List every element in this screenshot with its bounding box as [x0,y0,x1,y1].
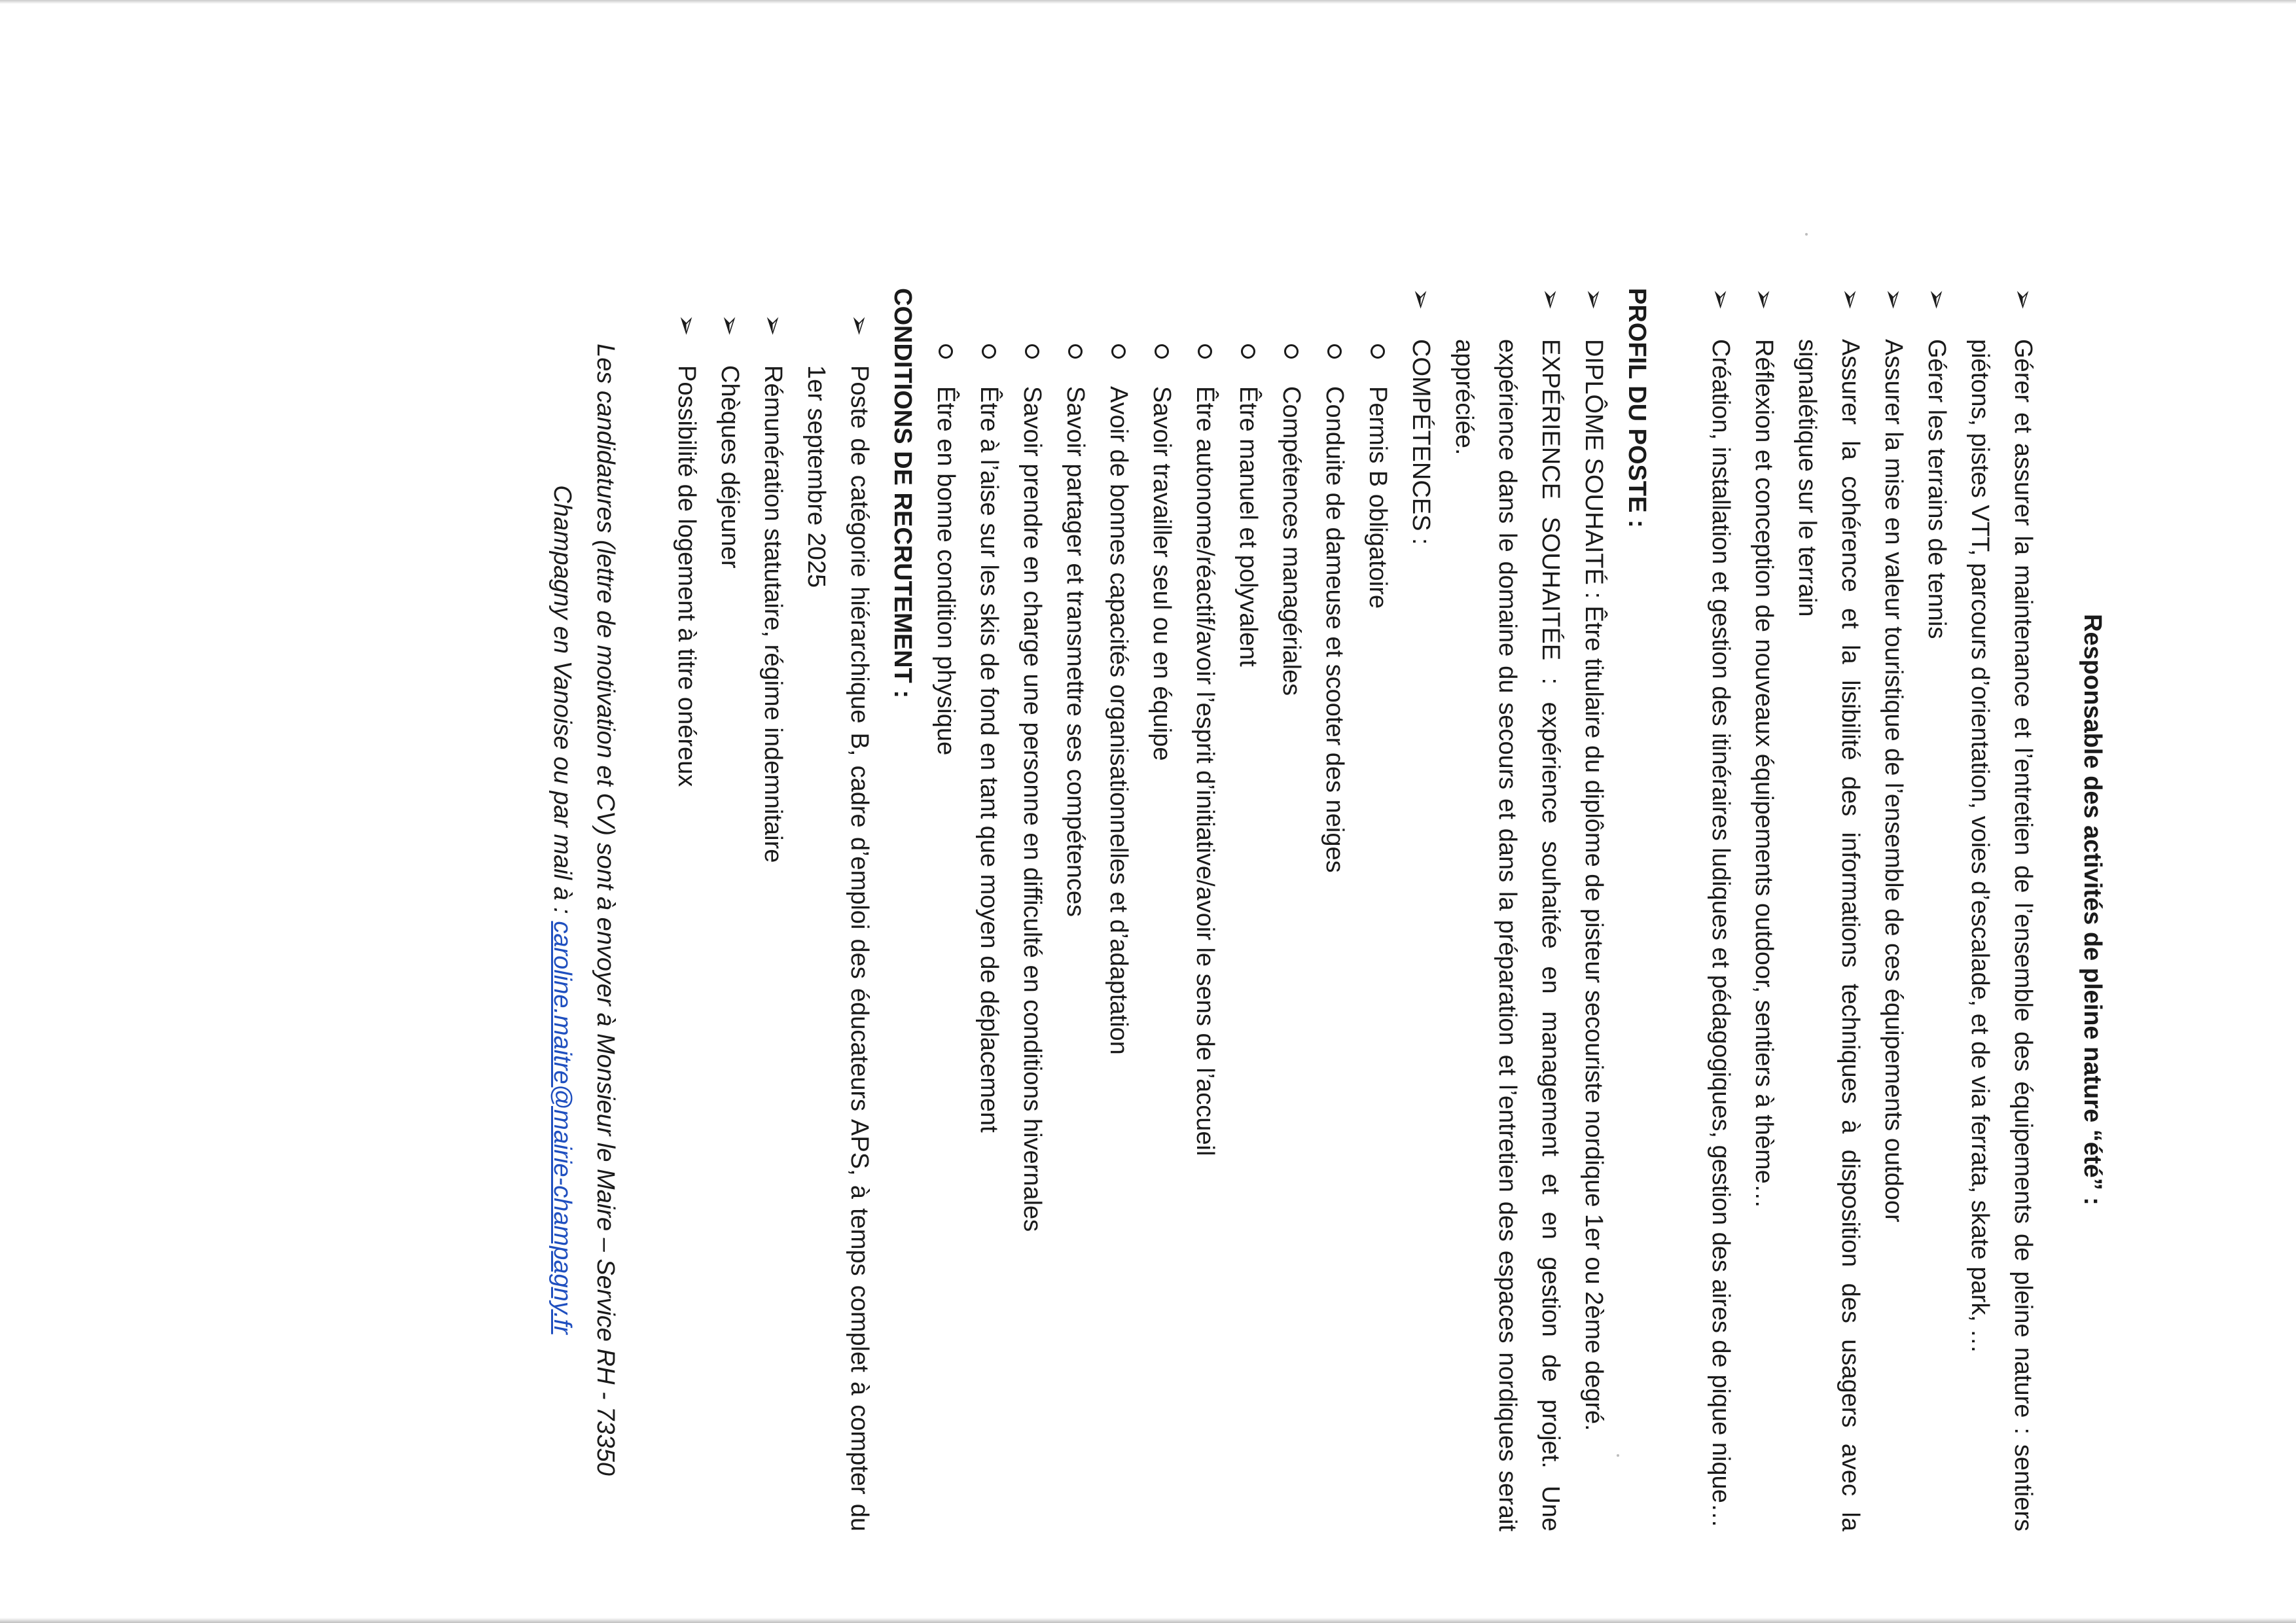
missions-item-text: Gérer et assurer la maintenance et l’entretien de l’ensemble des équipements de pleine nature : sentiers piétons, pistes VTT, parcours d’orientation, voies d’escalade, et de via ferrata, skate park, … [1966,339,2037,1531]
conditions-list [665,288,881,1531]
conditions-title: CONDITIONS DE RECRUTEMENT : [889,288,916,698]
competence-text: Être manuel et polyvalent [1234,386,1262,667]
arrow-bullet-icon: ➢ [1579,288,1608,310]
circle-bullet-icon [1241,344,1255,359]
scan-edge-bottom [0,1618,2296,1623]
missions-item [1785,288,1872,1531]
competence-text: Être à l’aise sur les skis de fond en tant que moyen de déplacement [975,386,1003,1133]
arrow-bullet-icon: ➢ [1407,288,1435,310]
competence-item [924,339,967,1531]
circle-bullet-icon [1198,344,1212,359]
arrow-bullet-icon: ➢ [1836,288,1865,310]
circle-bullet-icon [1371,344,1385,359]
conditions-item-text: Possibilité de logement à titre onéreux [673,365,700,787]
scan-edge-top [0,0,2296,4]
circle-bullet-icon [1025,344,1039,359]
profil-experience [1443,288,1572,1531]
competence-text: Savoir partager et transmettre ses compétences [1062,386,1089,918]
competence-text: Permis B obligatoire [1364,386,1391,609]
scan-speck [1805,233,1808,236]
competence-item [1054,339,1097,1531]
competence-item [1313,339,1356,1531]
missions-item [1742,288,1785,1531]
competence-item [1097,339,1140,1531]
arrow-bullet-icon: ➢ [759,314,787,336]
arrow-bullet-icon: ➢ [1922,288,1951,310]
conditions-item [708,314,751,1531]
conditions-item-text: Poste de catégorie hiérarchique B, cadre d’emploi des éducateurs APS, à temps complet à compter du 1er septembre 2025 [802,365,873,1531]
profil-competences [924,288,1443,1531]
competence-text: Conduite de dameuse et scooter des neiges [1321,386,1348,873]
circle-bullet-icon [1284,344,1299,359]
competence-item [1356,339,1399,1531]
circle-bullet-icon [939,344,953,359]
circle-bullet-icon [1068,344,1083,359]
profil-title: PROFIL DU POSTE : [1623,288,1651,528]
missions-item-text: Réflexion et conception de nouveaux équipements outdoor, sentiers à thème… [1750,339,1778,1209]
competence-text: Savoir prendre en charge une personne en difficulté en conditions hivernales [1018,386,1046,1232]
conditions-item-text: Rémunération statutaire, régime indemnitaire [759,365,787,863]
competence-item [967,339,1011,1531]
competence-text: Être autonome/réactif/avoir l’esprit d’initiative/avoir le sens de l’accueil [1191,386,1219,1156]
missions-title: Responsable des activités de pleine nature “été” : [2079,614,2106,1205]
competence-item [1011,339,1054,1531]
competence-item [1270,339,1313,1531]
arrow-bullet-icon: ➢ [1706,288,1735,310]
competences-list [924,339,1399,1531]
profil-diplome-text: DIPLÔME SOUHAITÉ : Être titulaire du diplôme de pisteur secouriste nordique 1er ou 2ème degré. [1580,339,1607,1431]
missions-item-text: Gérer les terrains de tennis [1923,339,1950,639]
competence-text: Avoir de bonnes capacités organisationnelles et d’adaptation [1105,386,1132,1055]
competence-item [1227,339,1270,1531]
profil-experience-text: EXPÉRIENCE SOUHAITÉE : expérience souhaitée en management et en gestion de projet. Une expérience dans le domaine du secours et dans la préparation et l’entretien des espaces nordiques serait appréciée. [1450,339,1564,1531]
missions-item [1699,288,1742,1531]
arrow-bullet-icon: ➢ [845,314,874,336]
arrow-bullet-icon: ➢ [1879,288,1908,310]
circle-bullet-icon [1111,344,1126,359]
footer-note [541,288,627,1531]
arrow-bullet-icon: ➢ [715,314,744,336]
missions-item-text: Assurer la cohérence et la lisibilité des informations techniques à disposition des usagers avec la signalétique sur le terrain [1793,339,1864,1531]
arrow-bullet-icon: ➢ [672,314,701,336]
missions-item [1872,288,1915,1531]
arrow-bullet-icon: ➢ [1536,288,1565,310]
document-body [439,288,2114,1531]
competence-text: Compétences managériales [1278,386,1305,696]
missions-item-text: Assurer la mise en valeur touristique de l’ensemble de ces équipements outdoor [1880,339,1907,1222]
conditions-item [751,314,795,1531]
competence-item [1183,339,1227,1531]
footer-text: Les candidatures (lettre de motivation et CV) sont à envoyer à Monsieur le Maire – Service RH - 73350 Champagny en Vanoise ou par mail à : [548,344,619,1476]
contact-email-link[interactable]: caroline.maitre@mairie-champagny.fr [548,921,576,1334]
missions-item [1958,288,2045,1531]
profil-diplome [1572,288,1615,1531]
competence-text: Être en bonne condition physique [932,386,960,756]
conditions-item [665,314,708,1531]
arrow-bullet-icon: ➢ [2009,288,2037,310]
competences-label: COMPÉTENCES : [1407,339,1435,545]
conditions-item-text: Chèques déjeuner [716,365,744,569]
competence-text: Savoir travailler seul ou en équipe [1148,386,1175,761]
conditions-item [795,314,881,1531]
missions-item [1915,288,1958,1531]
profil-list [924,288,1615,1531]
competence-item [1140,339,1183,1531]
circle-bullet-icon [1327,344,1342,359]
circle-bullet-icon [1155,344,1169,359]
missions-item-text: Création, installation et gestion des itinéraires ludiques et pédagogiques, gestion des aires de pique nique… [1707,339,1734,1528]
missions-list [1699,288,2045,1531]
arrow-bullet-icon: ➢ [1749,288,1778,310]
circle-bullet-icon [982,344,996,359]
